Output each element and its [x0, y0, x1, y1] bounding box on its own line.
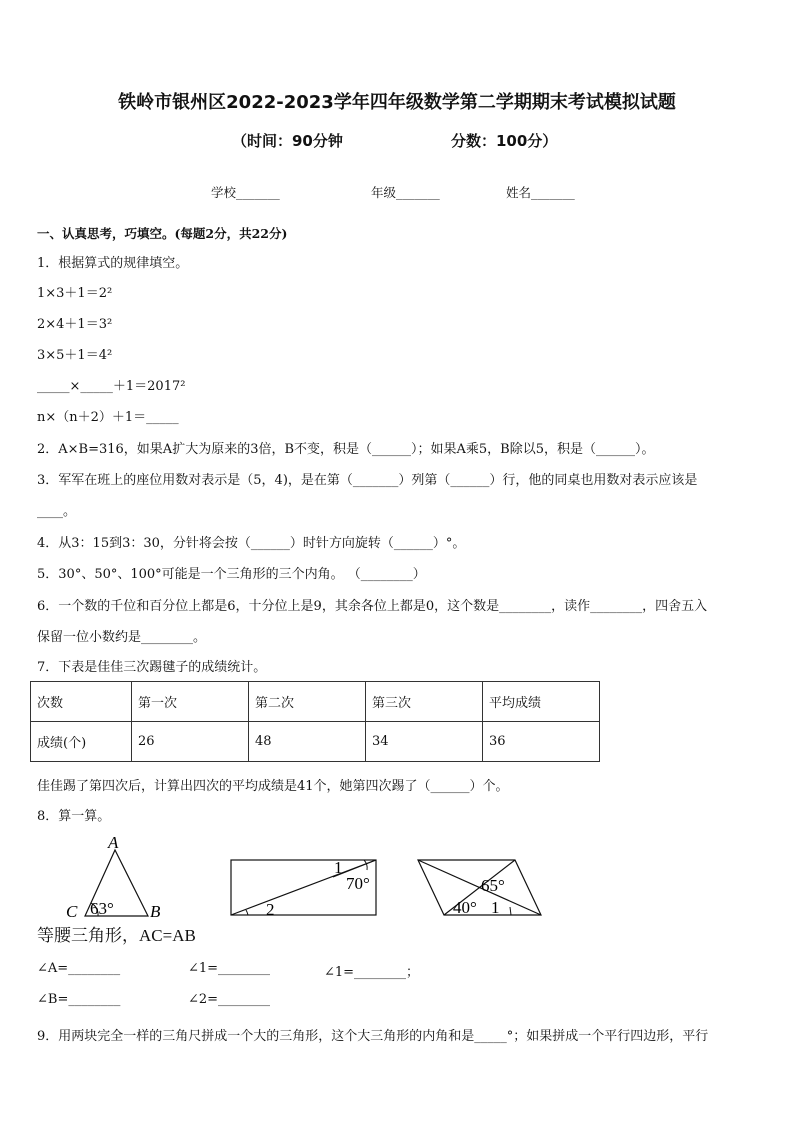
exam-score: 分数：100分）: [451, 132, 558, 150]
q1-line: 1×3＋1＝2²: [37, 286, 113, 301]
q1-line: 2×4＋1＝3²: [37, 317, 113, 332]
q5: 5．30°、50°、100°可能是一个三角形的三个内角。 （________）: [37, 567, 426, 582]
q9: 9．用两块完全一样的三角尺拼成一个大的三角形，这个大三角形的内角和是_____°；如果拼成一个平行四边形，平行: [37, 1029, 709, 1044]
table-cell: 36: [483, 722, 600, 762]
q1-line: 3×5＋1＝4²: [37, 348, 113, 363]
answer-angle-b: ∠B=________: [37, 992, 121, 1007]
parallelogram-figure: [415, 855, 545, 920]
q4: 4．从3：15到3：30，分针将会按（______）时针方向旋转（______）°。: [37, 536, 466, 551]
angle-2-label: 2: [266, 900, 275, 919]
vertex-a-label: A: [108, 833, 119, 852]
angle-label: 63°: [90, 899, 114, 918]
vertex-b-label: B: [150, 902, 161, 921]
school-field: 学校_______: [211, 185, 280, 200]
section-heading: 一、认真思考，巧填空。(每题2分，共22分): [37, 226, 288, 241]
angle-70-label: 70°: [346, 874, 370, 893]
angle-40-label: 40°: [453, 898, 477, 917]
answer-fig3-angle1: ∠1=________；: [324, 965, 420, 980]
q2: 2．A×B=316，如果A扩大为原来的3倍，B不变，积是（______）；如果A乘5，B除以5，积是（______）。: [37, 442, 655, 457]
table-cell: 第二次: [249, 682, 366, 722]
angle-1-label: 1: [334, 858, 343, 877]
q1-line: n×（n＋2）＋1＝_____: [37, 410, 179, 425]
q3-line1: 3．军军在班上的座位用数对表示是（5，4)，是在第（_______）列第（______）行，他的同桌也用数对表示应该是: [37, 473, 698, 488]
answer-fig2-angle2: ∠2=________: [188, 992, 271, 1007]
q3-line2: ____。: [37, 504, 77, 519]
grade-field: 年级_______: [371, 185, 440, 200]
angle-arc: [246, 910, 248, 915]
table-cell: 成绩(个): [31, 722, 132, 762]
name-field: 姓名_______: [506, 185, 575, 200]
table-cell: 48: [249, 722, 366, 762]
score-table: [30, 681, 600, 762]
answer-angle-a: ∠A=________: [37, 961, 121, 976]
table-row: [31, 722, 600, 762]
fig1-caption: 等腰三角形，AC=AB: [37, 926, 196, 945]
q1-line: _____×_____＋1＝2017²: [37, 379, 186, 394]
table-cell: 26: [132, 722, 249, 762]
tick-line: [510, 907, 511, 915]
isosceles-triangle-figure: [60, 832, 180, 922]
table-cell: 次数: [31, 682, 132, 722]
table-cell: 平均成绩: [483, 682, 600, 722]
exam-time: （时间：90分钟: [232, 132, 343, 150]
q8-stem: 8．算一算。: [37, 809, 111, 824]
q1-stem: 1．根据算式的规律填空。: [37, 256, 189, 271]
q7-stem: 7．下表是佳佳三次踢毽子的成绩统计。: [37, 660, 267, 675]
angle-65-label: 65°: [481, 876, 505, 895]
table-cell: 第一次: [132, 682, 249, 722]
q6-line2: 保留一位小数约是________。: [37, 630, 207, 645]
rectangle-figure: [228, 855, 380, 920]
q7-after: 佳佳踢了第四次后，计算出四次的平均成绩是41个，她第四次踢了（______）个。: [37, 779, 509, 794]
angle-1-label: 1: [491, 898, 500, 917]
answer-fig2-angle1: ∠1=________: [188, 961, 271, 976]
exam-title: 铁岭市银州区2022-2023学年四年级数学第二学期期末考试模拟试题: [118, 92, 676, 113]
table-cell: 34: [366, 722, 483, 762]
q6-line1: 6．一个数的千位和百分位上都是6，十分位上是9，其余各位上都是0，这个数是________，读作________，四舍五入: [37, 599, 708, 614]
table-cell: 第三次: [366, 682, 483, 722]
vertex-c-label: C: [66, 902, 78, 921]
table-row: [31, 682, 600, 722]
